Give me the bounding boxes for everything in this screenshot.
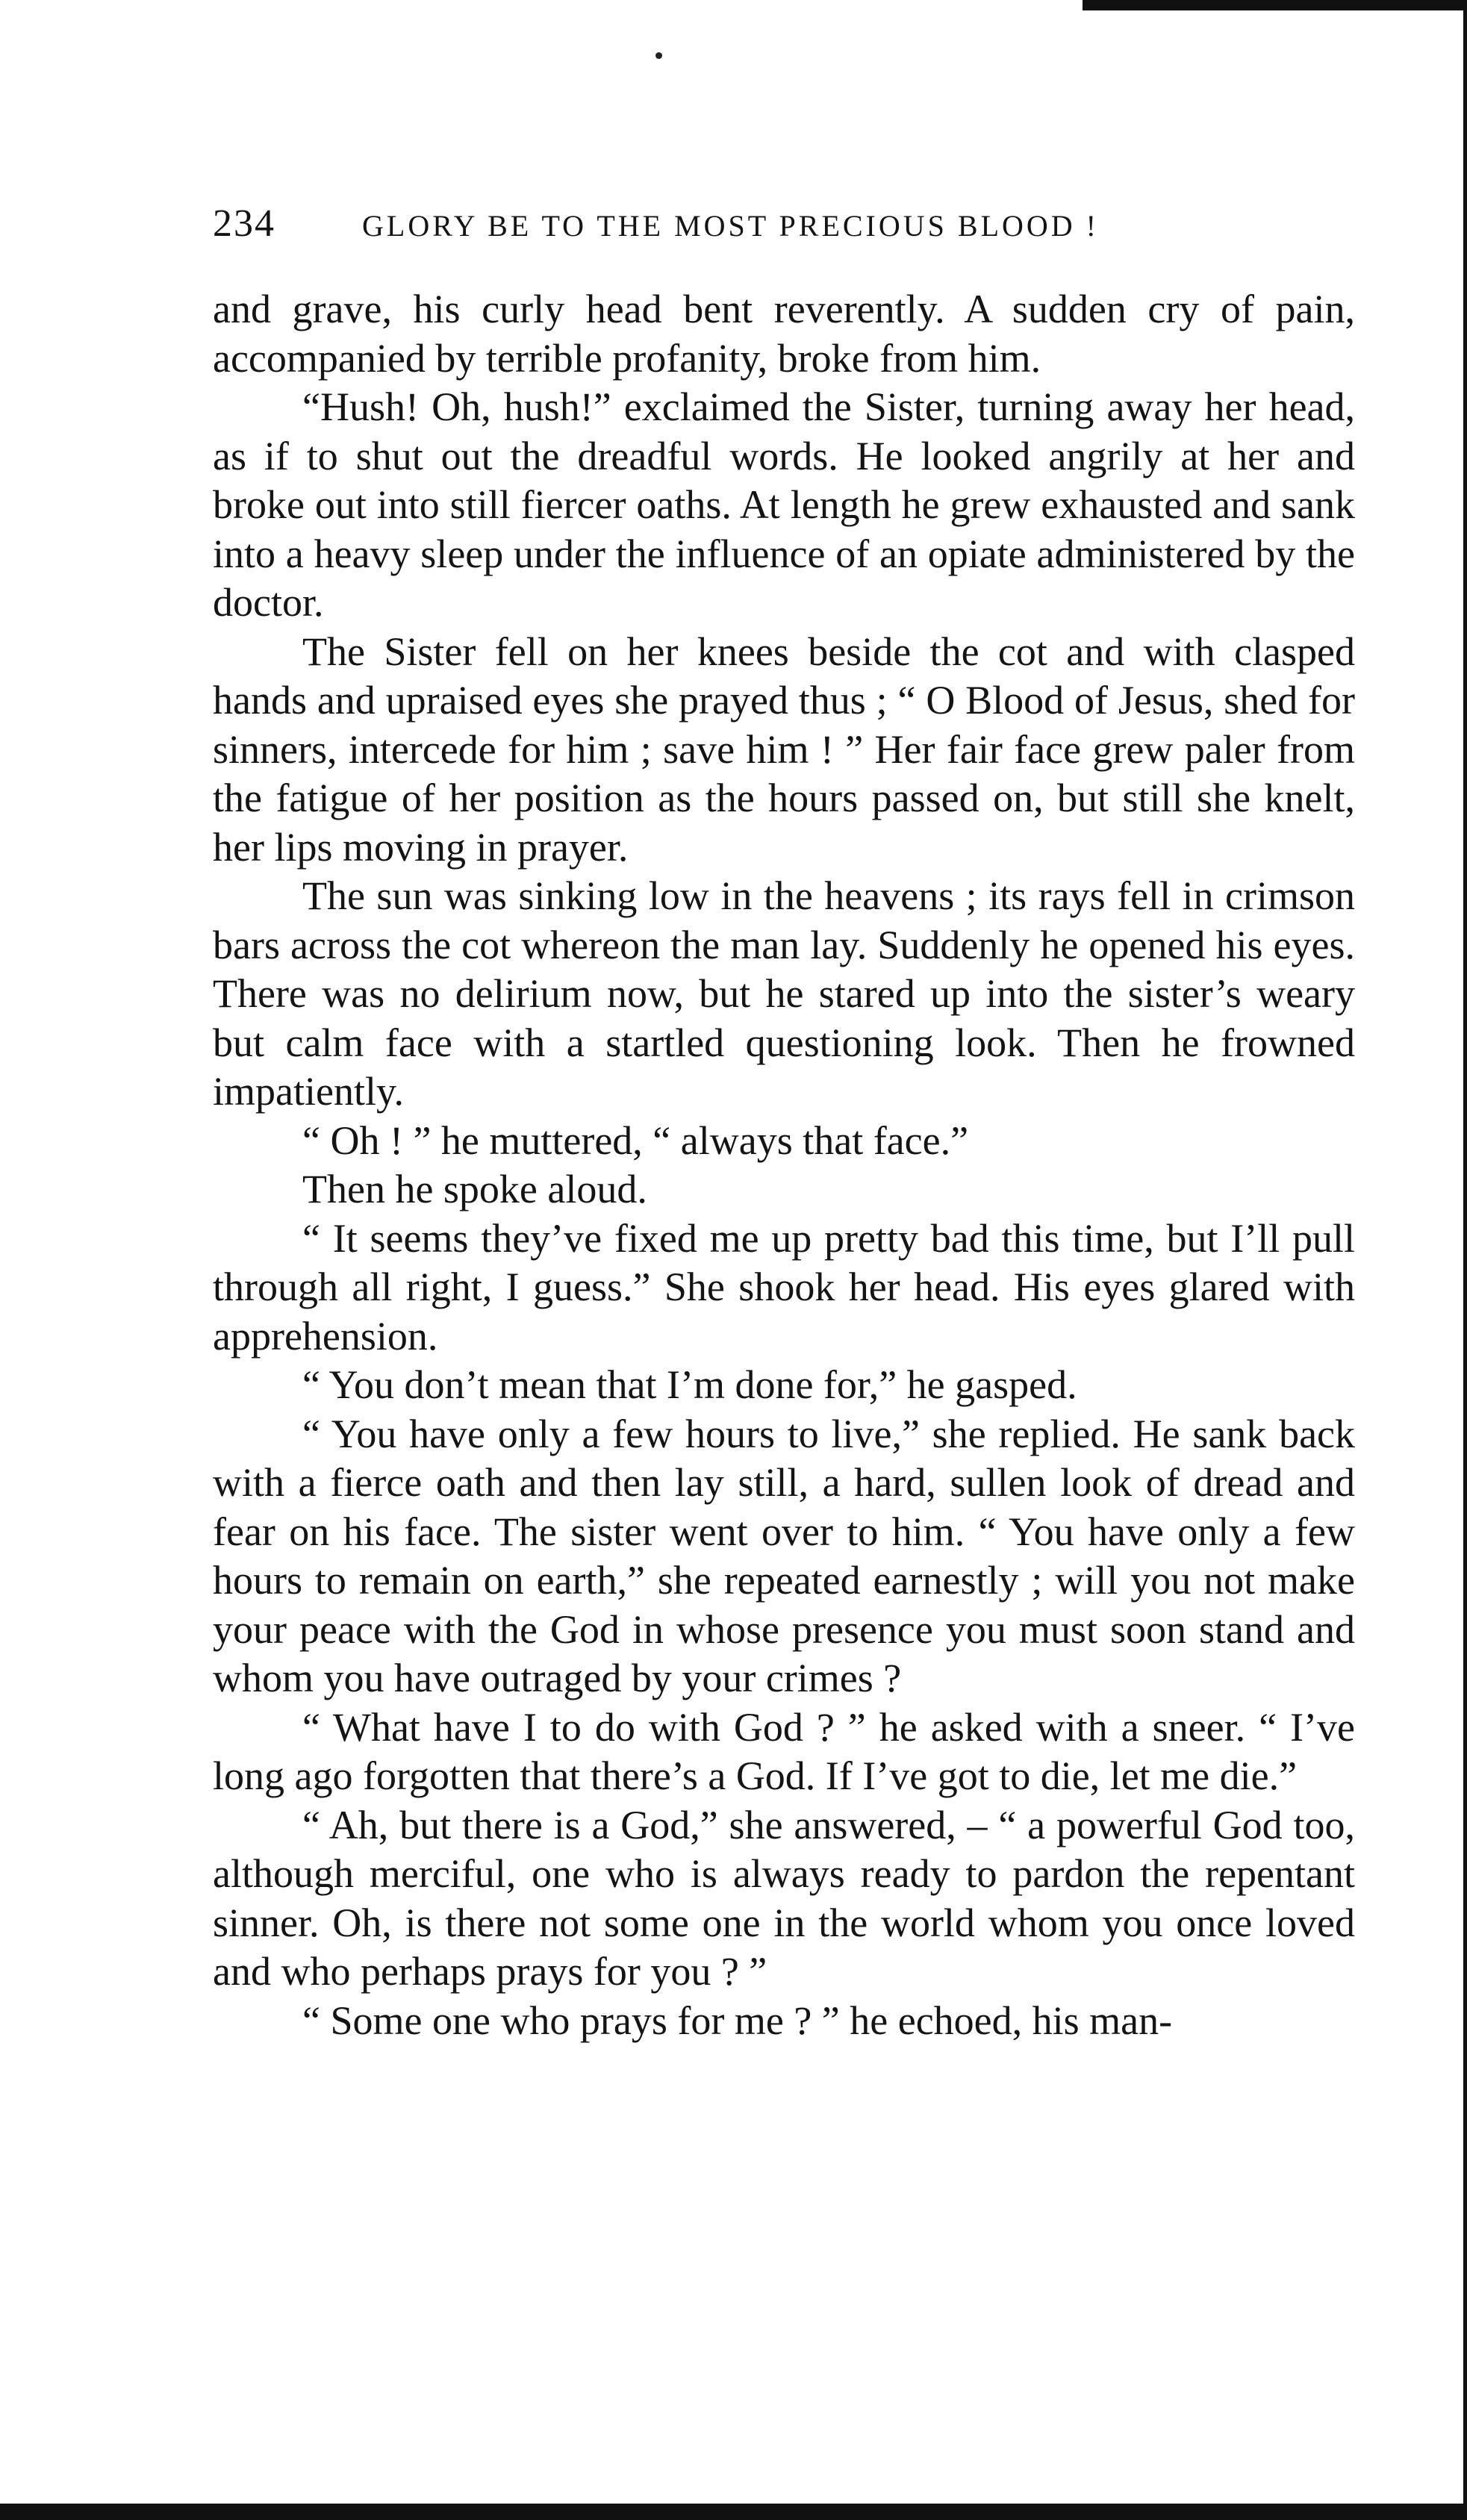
- top-edge-rule: [1083, 0, 1467, 10]
- book-page: [213, 202, 1355, 2045]
- right-edge-rule: [1463, 0, 1467, 2520]
- paragraph: “ What have I to do with God ? ” he asked with a sneer. “ I’ve long ago forgotten that there’s a God. If I’ve got to die, let me die.”: [213, 1704, 1355, 1798]
- paragraph: “ You have only a few hours to live,” she replied. He sank back with a fierce oath and then lay still, a hard, sullen look of dread and fear on his face. The sister went over to him. “ You have only a few hours to remain on earth,” she repeated earnestly ; will you not make your peace with the God in whose presence you must soon stand and whom you have outraged by your crimes ?: [213, 1411, 1355, 1700]
- paragraph: Then he spoke aloud.: [302, 1167, 647, 1211]
- paragraph: The Sister fell on her knees beside the cot and with clasped hands and upraised eyes she prayed thus ; “ O Blood of Jesus, shed for sinners, intercede for him ; save him ! ” Her fair face grew paler from the fatigue of her position as the hours passed on, but still she knelt, her lips moving in prayer.: [213, 629, 1355, 870]
- bottom-edge-rule: [0, 2504, 1467, 2520]
- body-text: [213, 285, 1355, 2045]
- paragraph: “ You don’t mean that I’m done for,” he gasped.: [302, 1362, 1077, 1407]
- paragraph: The sun was sinking low in the heavens ; its rays fell in crimson bars across the cot whereon the man lay. Suddenly he opened his eyes. There was no delirium now, but he stared up into the sister’s weary but calm face with a startled questioning look. Then he frowned impatiently.: [213, 873, 1355, 1114]
- paragraph: “Hush! Oh, hush!” exclaimed the Sister, turning away her head, as if to shut out the dreadful words. He looked angrily at her and broke out into still fiercer oaths. At length he grew exhausted and sank into a heavy sleep under the influence of an opiate administered by the doctor.: [213, 384, 1355, 625]
- ink-speck: [655, 52, 662, 59]
- paragraph: “ It seems they’ve fixed me up pretty bad this time, but I’ll pull through all right, I guess.” She shook her head. His eyes glared with apprehension.: [213, 1215, 1355, 1359]
- paragraph: “ Some one who prays for me ? ” he echoed, his man-: [302, 1997, 1173, 2043]
- page-header: [213, 202, 1355, 269]
- running-head: GLORY BE TO THE MOST PRECIOUS BLOOD !: [362, 209, 1099, 243]
- paragraph: and grave, his curly head bent reverently. A sudden cry of pain, accompanied by terrible profanity, broke from him.: [213, 287, 1355, 381]
- paragraph: “ Ah, but there is a God,” she answered, – “ a powerful God too, although merciful, one who is always ready to pardon the repentant sinner. Oh, is there not some one in the world whom you once loved and who perhaps prays for you ? ”: [213, 1802, 1355, 1994]
- paragraph: “ Oh ! ” he muttered, “ always that face.”: [302, 1117, 969, 1163]
- page-number: 234: [213, 202, 275, 245]
